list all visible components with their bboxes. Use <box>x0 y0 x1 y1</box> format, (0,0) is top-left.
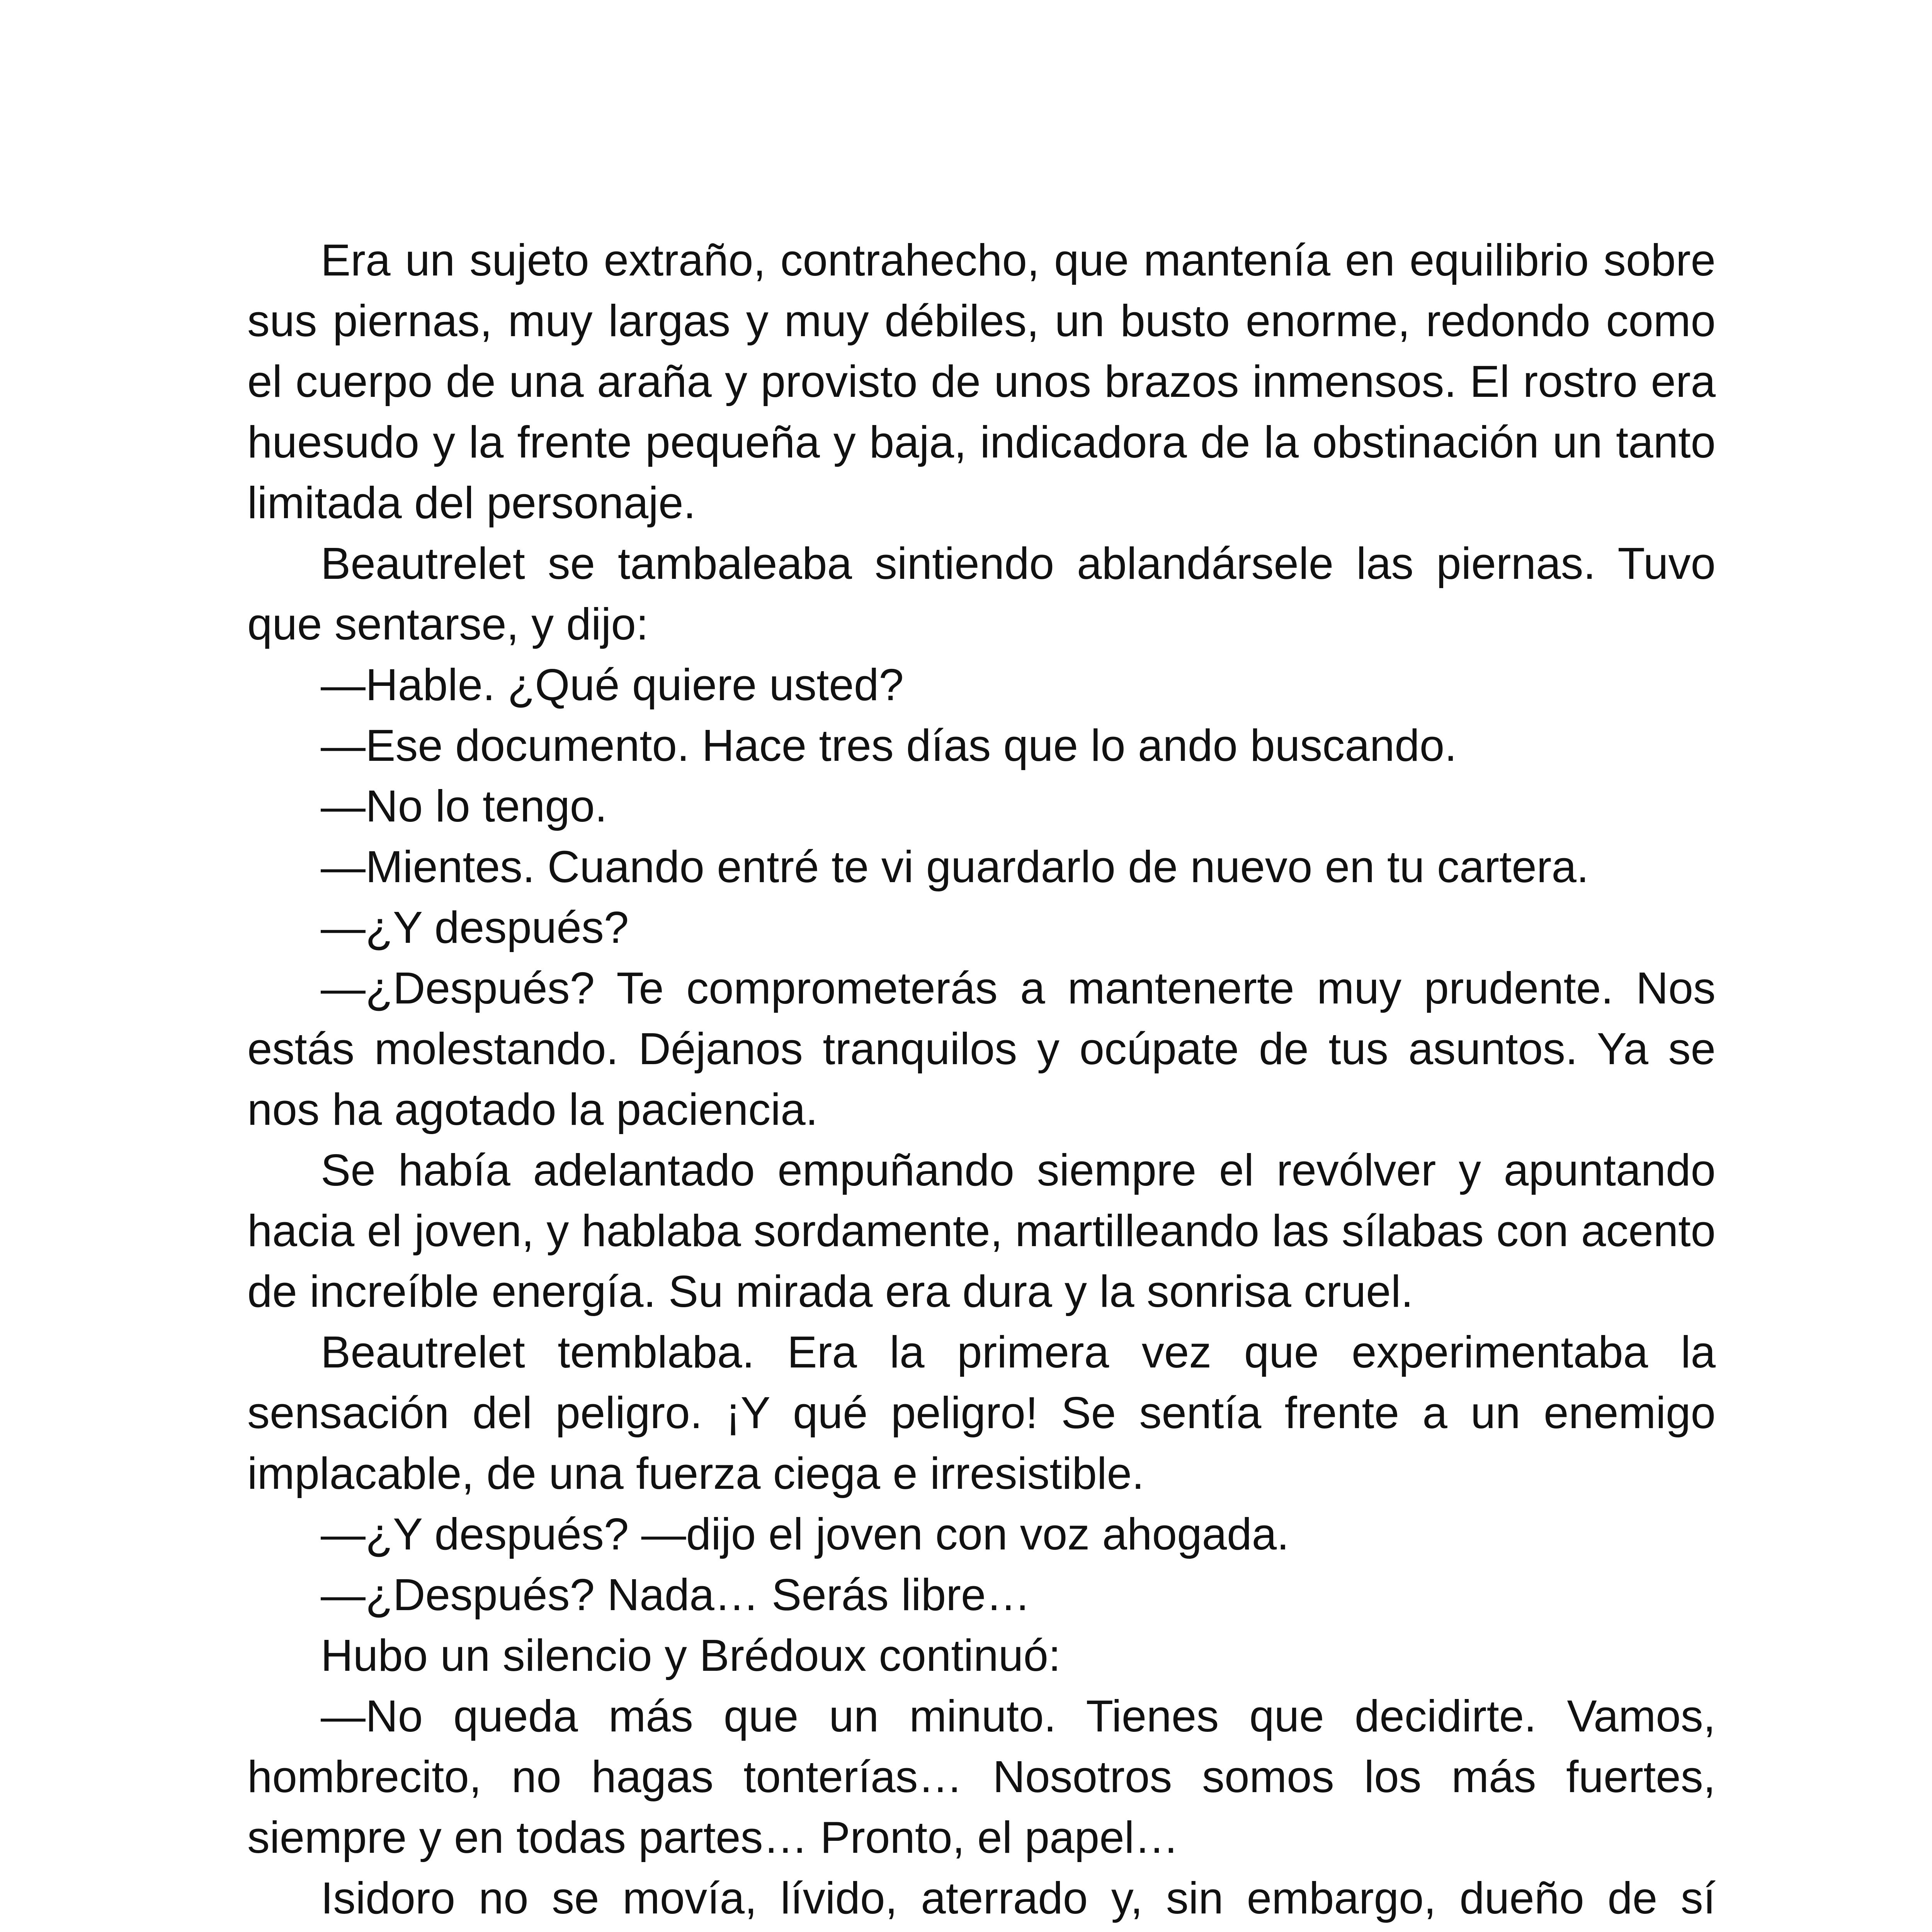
paragraph: Beautrelet se tambaleaba sintiendo ablandársele las piernas. Tuvo que sentarse, y dijo: <box>247 538 1716 649</box>
paragraph: —No queda más que un minuto. Tienes que decidirte. Vamos, hombrecito, no hagas tonterías… Nosotros somos los más fuertes, siempre y en todas partes… Pronto, el papel… <box>247 1691 1716 1862</box>
paragraph: Beautrelet temblaba. Era la primera vez que experimentaba la sensación del peligro. ¡Y qué peligro! Se sentía frente a un enemigo implacable, de una fuerza ciega e irresistible. <box>247 1327 1716 1498</box>
page-body-text <box>247 230 1716 1932</box>
paragraph: —¿Y después? —dijo el joven con voz ahogada. <box>321 1509 1289 1559</box>
paragraph: Era un sujeto extraño, contrahecho, que mantenía en equilibrio sobre sus piernas, muy largas y muy débiles, un busto enorme, redondo como el cuerpo de una araña y provisto de unos brazos inmensos. El rostro era huesudo y la frente pequeña y baja, indicadora de la obstinación un tanto limitada del personaje. <box>247 235 1716 528</box>
paragraph: Isidoro no se movía, lívido, aterrado y, sin embargo, dueño de sí <box>321 1873 1716 1923</box>
paragraph: —Hable. ¿Qué quiere usted? <box>321 660 904 710</box>
paragraph: —Mientes. Cuando entré te vi guardarlo de nuevo en tu cartera. <box>321 842 1589 892</box>
paragraph: —¿Después? Te comprometerás a mantenerte muy prudente. Nos estás molestando. Déjanos tranquilos y ocúpate de tus asuntos. Ya se nos ha agotado la paciencia. <box>247 963 1716 1134</box>
paragraph: —¿Y después? <box>321 902 629 952</box>
paragraph: —Ese documento. Hace tres días que lo ando buscando. <box>321 720 1457 770</box>
paragraph: —¿Después? Nada… Serás libre… <box>321 1570 1031 1620</box>
paragraph: —No lo tengo. <box>321 781 607 831</box>
paragraph: Hubo un silencio y Brédoux continuó: <box>321 1630 1061 1680</box>
paragraph: Se había adelantado empuñando siempre el revólver y apuntando hacia el joven, y hablaba sordamente, martilleando las sílabas con acento de increíble energía. Su mirada era dura y la sonrisa cruel. <box>247 1145 1716 1316</box>
